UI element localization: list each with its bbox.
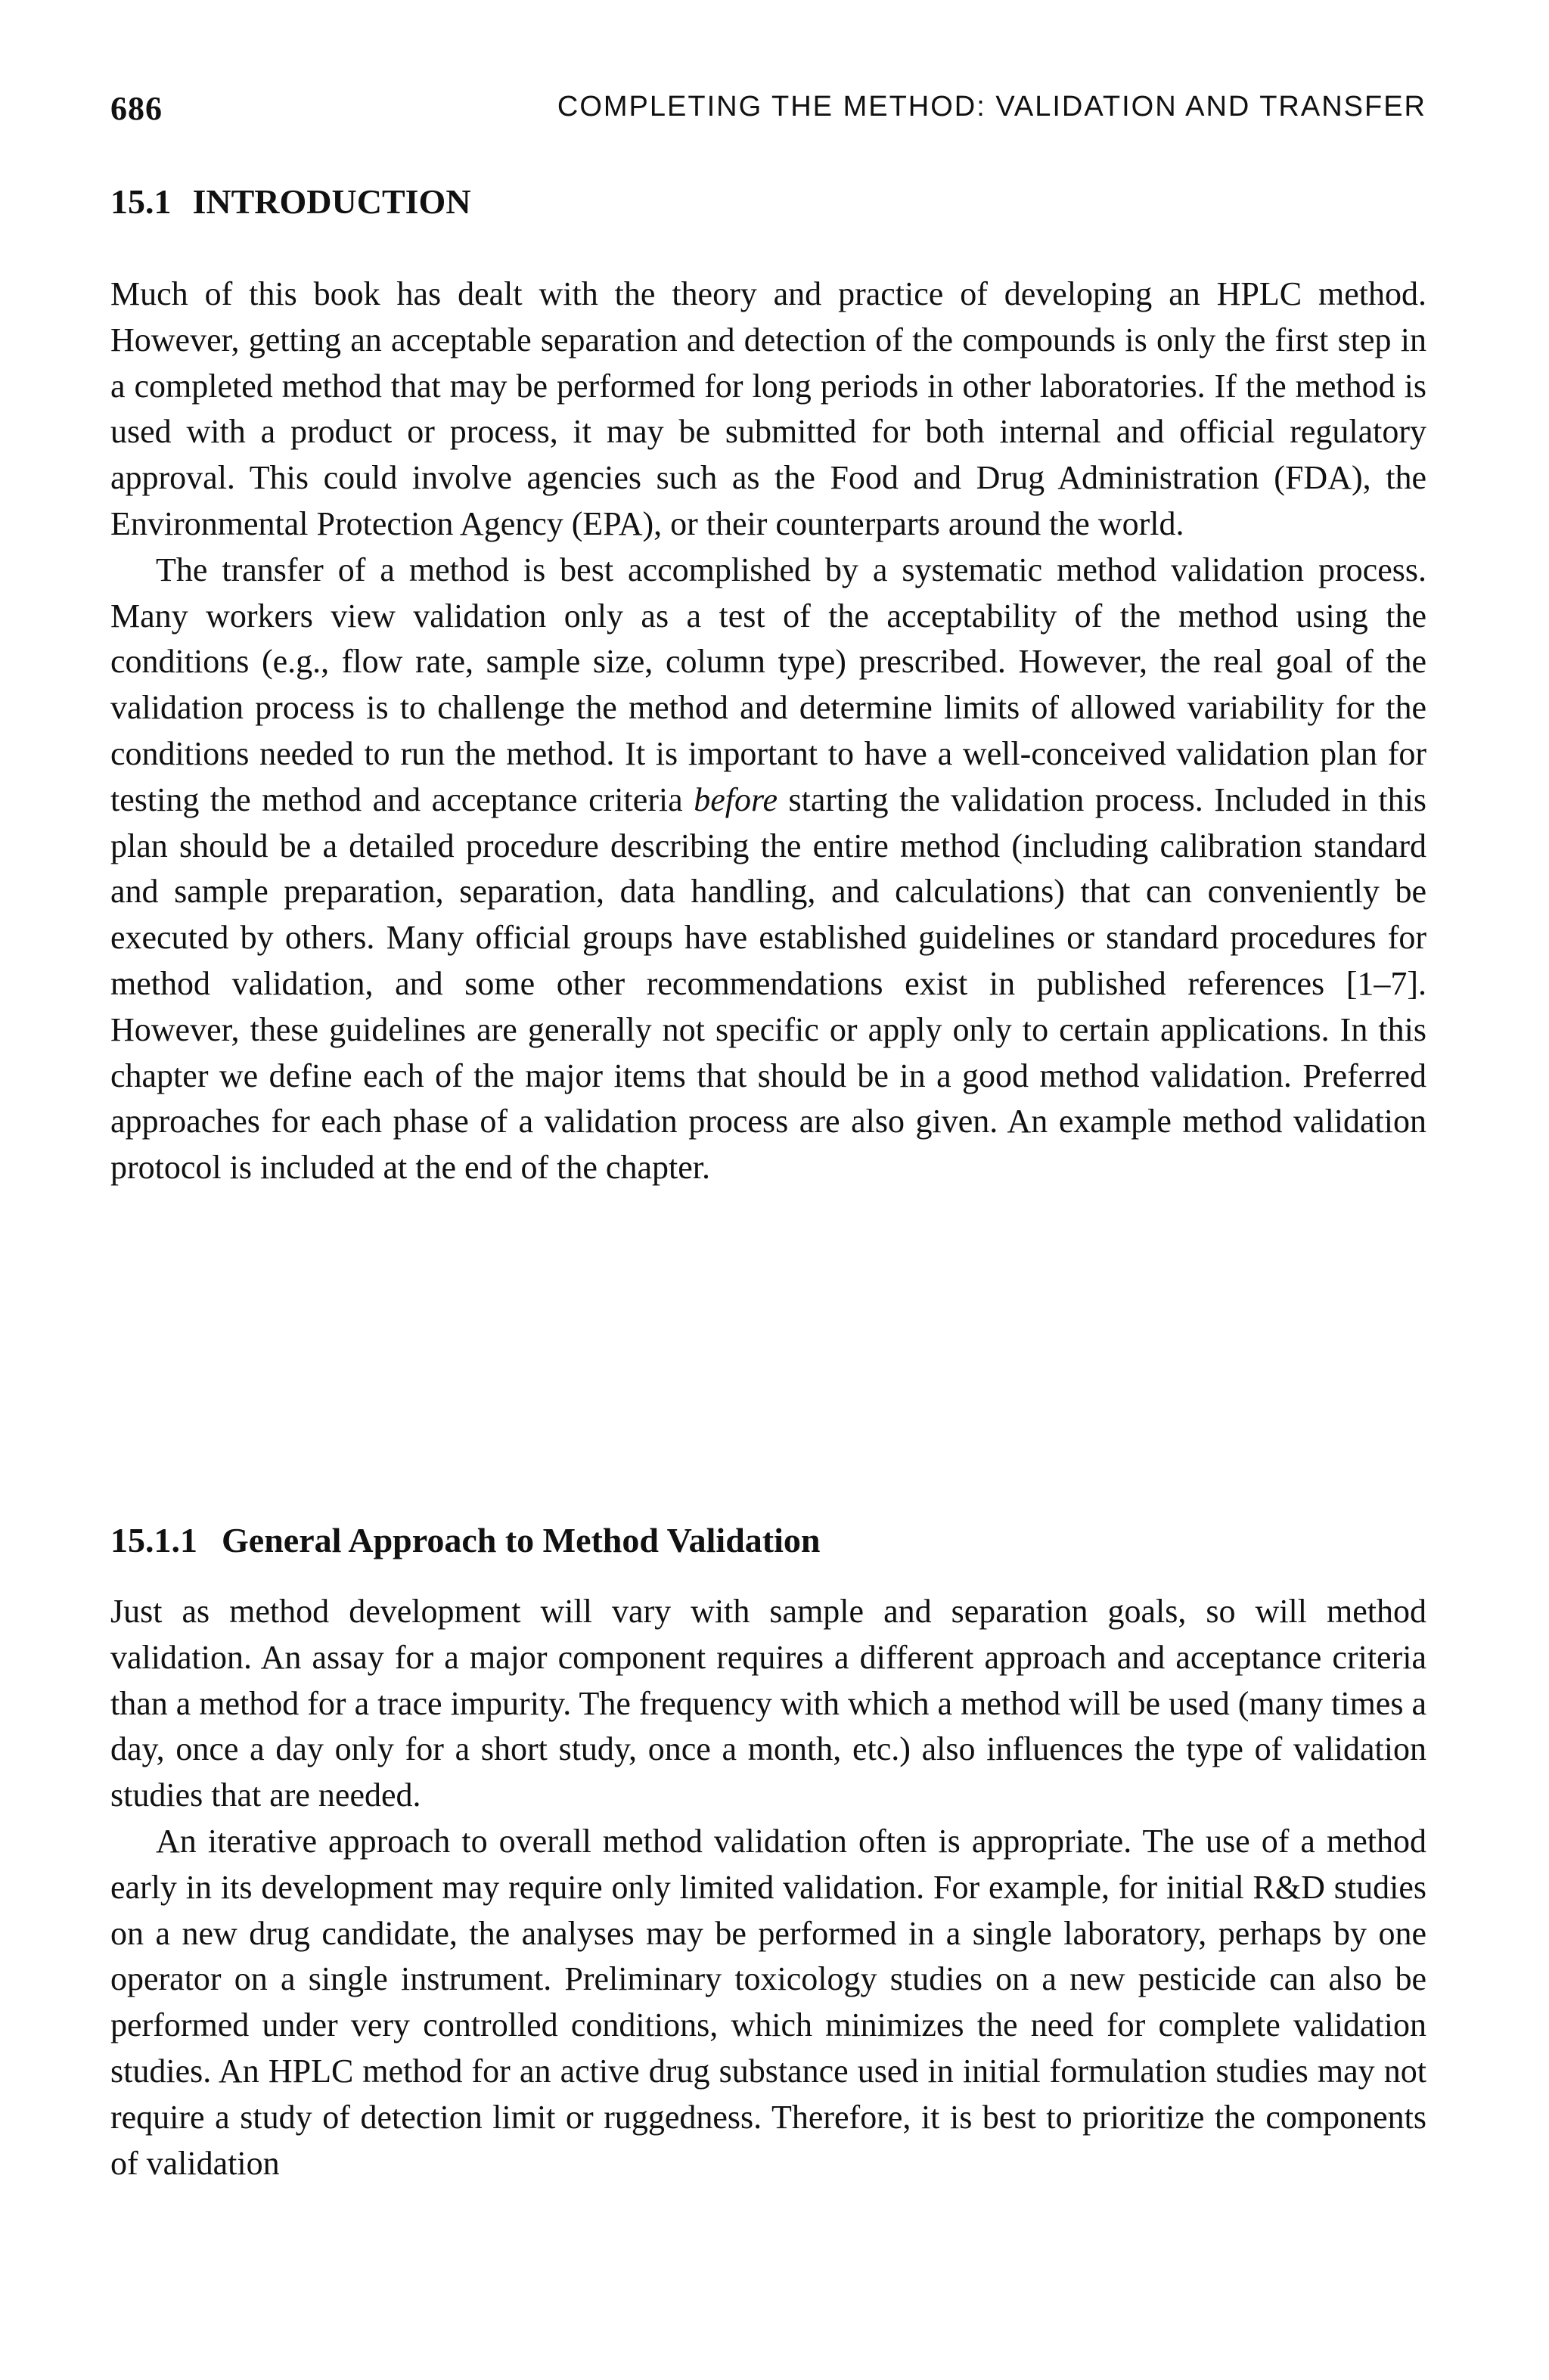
subsection-body [110,1589,1426,2186]
subsection-number: 15.1.1 [110,1521,197,1559]
subsection-title: General Approach to Method Validation [222,1521,821,1559]
paragraph: Just as method development will vary with sample and separation goals, so will method validation. An assay for a major component requires a different approach and acceptance criteria than a method for a trace impurity. The frequency with which a method will be used (many times a day, once a day only for a short study, once a month, etc.) also influences the type of validation studies that are needed. [110,1593,1426,1814]
paragraph [110,548,1426,1191]
paragraph-text: The transfer of a method is best accomplished by a systematic method validation process. Many workers view validation only as a test of the acceptability of the method using the conditions (e.g., flow rate, sample size, column type) prescribed. However, the real goal of the validation process is to challenge the method and determine limits of allowed variability for the conditions needed to run the method. It is important to have a well-conceived validation plan for testing the method and acceptance criteria [110,551,1426,818]
section-body [110,272,1426,1191]
section-title: INTRODUCTION [192,182,471,221]
section-number: 15.1 [110,182,172,221]
running-title: COMPLETING THE METHOD: VALIDATION AND TRANSFER [557,91,1426,123]
paragraph: An iterative approach to overall method validation often is appropriate. The use of a method early in its development may require only limited validation. For example, for initial R&D studies on a new drug candidate, the analyses may be performed in a single laboratory, perhaps by one operator on a single instrument. Preliminary toxicology studies on a new pesticide can also be performed under very controlled conditions, which minimizes the need for complete validation studies. An HPLC method for an active drug substance used in initial formulation studies may not require a study of detection limit or ruggedness. Therefore, it is best to prioritize the components of validation [110,1822,1426,2182]
section-heading [110,182,471,222]
paragraph-text: starting the validation process. Included in this plan should be a detailed procedure describing the entire method (including calibration standard and sample preparation, separation, data handling, and calculations) that can conveniently be executed by others. Many official groups have established guidelines or standard procedures for method validation, and some other recommendations exist in published references [1–7]. However, these guidelines are generally not specific or apply only to certain applications. In this chapter we define each of the major items that should be in a good method validation. Preferred approaches for each phase of a validation process are also given. An example method validation protocol is included at the end of the chapter. [110,780,1426,1187]
emphasis-word: before [694,780,778,818]
subsection-heading [110,1520,820,1560]
running-head [110,89,1426,135]
paragraph: Much of this book has dealt with the theory and practice of developing an HPLC method. However, getting an acceptable separation and detection of the compounds is only the first step in a completed method that may be performed for long periods in other laboratories. If the method is used with a product or process, it may be submitted for both internal and official regulatory approval. This could involve agencies such as the Food and Drug Administration (FDA), the Environmental Protection Agency (EPA), or their counterparts around the world. [110,275,1426,542]
page-number: 686 [110,90,163,127]
